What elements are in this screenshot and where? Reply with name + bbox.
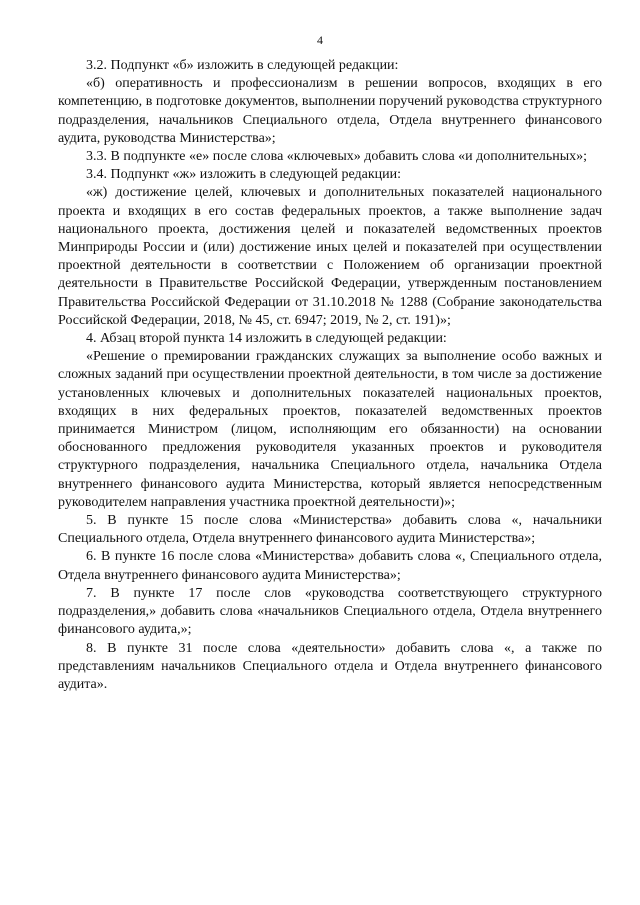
paragraph-6: 6. В пункте 16 после слова «Министерства» добавить слова «, Специального отдела, Отдела внутреннего финансового аудита Министерства»;	[58, 549, 602, 583]
paragraph-4-text: «Решение о премировании гражданских служащих за выполнение особо важных и сложных заданий при осуществлении проектной деятельности, в том числе за достижение установленных ключевых и дополнительных показателей национальных проектов, входящих в них федеральных проектов, показателей ведомственных проектов принимается Министром (лицом, исполняющим его обязанности) на основании обоснованного предложения руководителя указанных проектов и руководителя структурного подразделения, начальника Специального отдела, начальника Отдела внутреннего финансового аудита Министерства, который является непосредственным руководителем направления участника проектной деятельности)»;	[58, 349, 602, 510]
paragraph-7: 7. В пункте 17 после слов «руководства соответствующего структурного подразделения,» добавить слова «начальников Специального отдела, Отдела внутреннего финансового аудита,»;	[58, 585, 602, 638]
paragraph-5: 5. В пункте 15 после слова «Министерства» добавить слова «, начальники Специального отдела, Отдела внутреннего финансового аудита Министерства»;	[58, 513, 602, 547]
paragraph-3-4-text: «ж) достижение целей, ключевых и дополнительных показателей национального проекта и входящих в его состав федеральных проектов, а также выполнение задач национального проекта, достижения целей и показателей ведомственных проектов Минприроды России и (или) достижение иных целей и показателей при осуществлении проектной деятельности в соответствии с Положением об организации проектной деятельности в Правительстве Российской Федерации, утвержденным постановлением Правительства Российской Федерации от 31.10.2018 № 1288 (Собрание законодательства Российской Федерации, 2018, № 45, ст. 6947; 2019, № 2, ст. 191)»;	[58, 185, 602, 328]
document-body	[58, 57, 602, 694]
paragraph-3-2-text: «б) оперативность и профессионализм в решении вопросов, входящих в его компетенцию, в подготовке документов, выполнении поручений руководства структурного подразделения, начальников Специального отдела, Отдела внутреннего финансового аудита, руководства Министерства»;	[58, 76, 602, 146]
paragraph-3-3: 3.3. В подпункте «е» после слова «ключевых» добавить слова «и дополнительных»;	[86, 149, 588, 165]
paragraph-4: 4. Абзац второй пункта 14 изложить в следующей редакции:	[86, 331, 447, 347]
page-number: 4	[317, 33, 323, 47]
paragraph-3-2: 3.2. Подпункт «б» изложить в следующей редакции:	[86, 58, 399, 73]
paragraph-3-4: 3.4. Подпункт «ж» изложить в следующей редакции:	[86, 167, 401, 183]
paragraph-8: 8. В пункте 31 после слова «деятельности» добавить слова «, а также по представлениям начальников Специального отдела и Отдела внутреннего финансового аудита».	[58, 640, 602, 692]
